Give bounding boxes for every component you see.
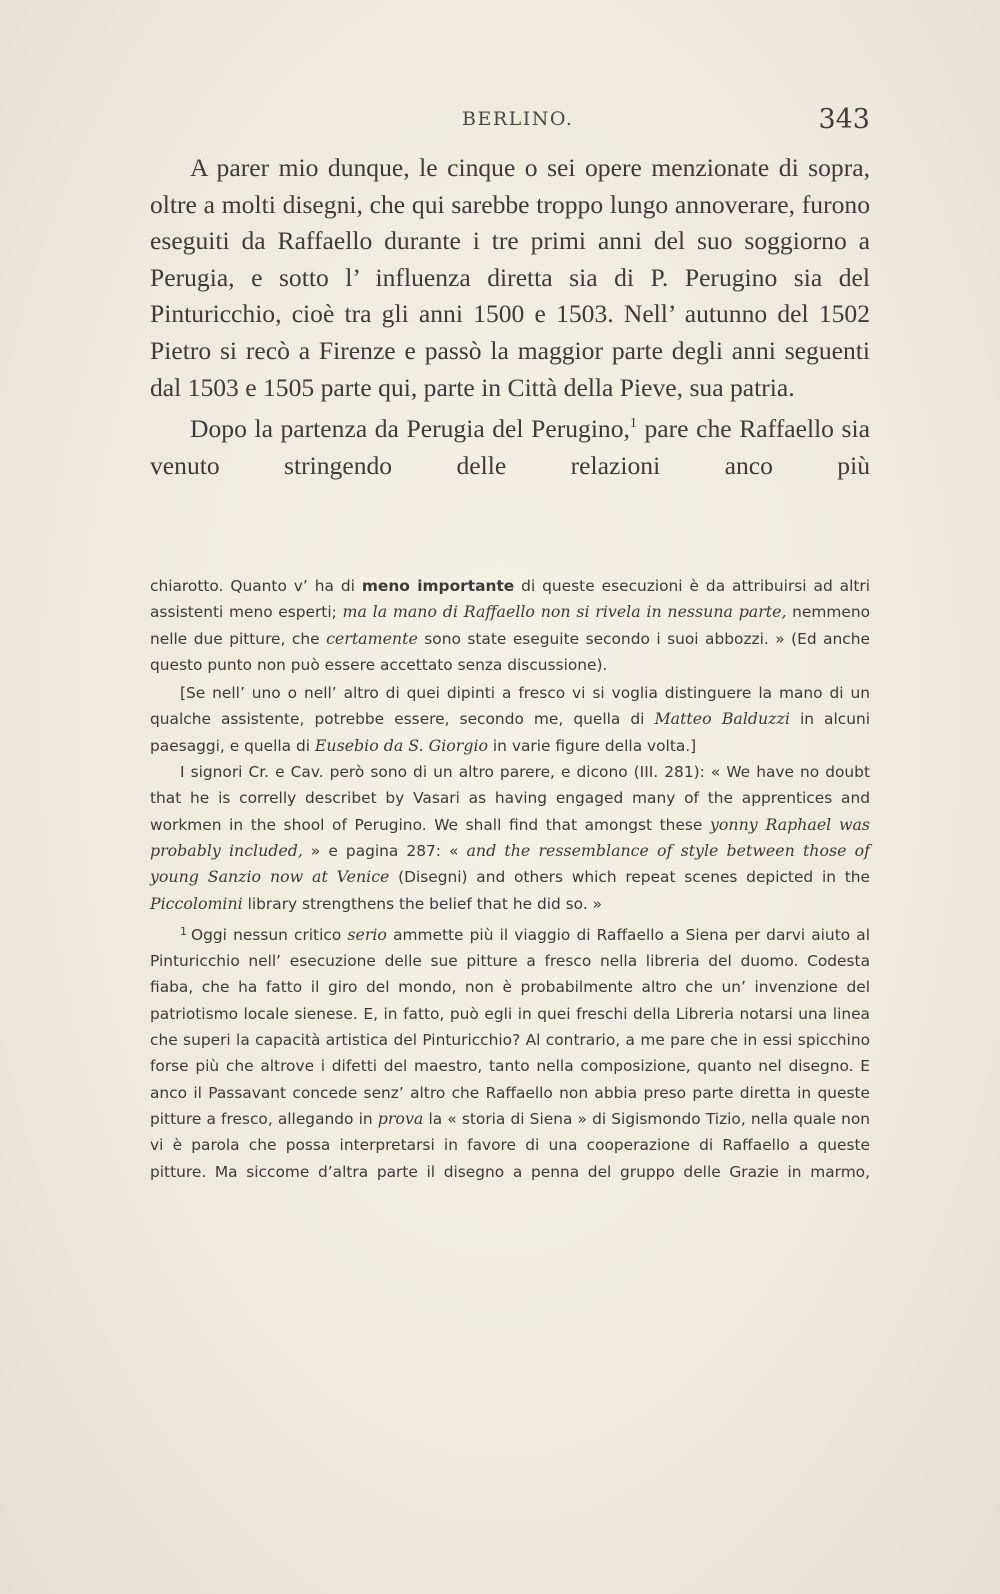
notes-section bbox=[150, 573, 870, 1185]
note-continuation bbox=[150, 573, 870, 678]
body-paragraph-text: A parer mio dunque, le cinque o sei opere menzionate di sopra, oltre a molti disegni, che qui sarebbe troppo lungo annoverare, furono eseguiti da Raffaello durante i tre primi anni del suo soggiorno a Perugia, e sotto l’ influenza diretta sia di P. Perugino sia del Pinturicchio, cioè tra gli anni 1500 e 1503. Nell’ autunno del 1502 Pietro si recò a Firenze e passò la maggior parte degli anni seguenti dal 1503 e 1505 parte qui, parte in Città della Pieve, sua patria. bbox=[150, 153, 870, 402]
note-text: Oggi nessun critico bbox=[191, 925, 348, 944]
body-paragraph bbox=[150, 150, 870, 406]
note-italic-text: ma la mano di Raffaello non si rivela in nessuna parte, bbox=[342, 602, 787, 622]
note-text: ammette più il viaggio di Raffaello a Siena per darvi aiuto al Pinturicchio nell’ esecuzione delle sue pitture a fresco nella libreria del duomo. Codesta fiaba, che ha fatto il giro del mondo, non è probabilmente altro che un’ invenzione del patriotismo locale sienese. E, in fatto, può egli in quei freschi della Libreria notarsi una linea che superi la capacità artistica del Pinturicchio? Al contrario, a me pare che in essi spicchino forse più che altrove i difetti del maestro, tanto nella composizione, quanto nel disegno. E anco il Passavant concede senz’ altro che Raffaello non abbia preso parte diretta in queste pitture a fresco, allegando in bbox=[150, 925, 870, 1128]
note-text: (Disegni) and others which repeat scenes depicted in the bbox=[389, 868, 870, 887]
note-italic-text: Eusebio da S. Giorgio bbox=[314, 735, 489, 755]
note-text: di queste esecuzioni è da attribuirsi ad altri assistenti meno esperti; bbox=[150, 577, 870, 622]
note-text: chiarotto. Quanto v’ ha di bbox=[150, 577, 362, 595]
footnote-reference: 1 bbox=[629, 416, 637, 432]
note-italic-text: serio bbox=[347, 924, 387, 944]
note-italic-text: and the ressemblance of style between those of young Sanzio now at Venice bbox=[150, 840, 870, 887]
note-italic-text: prova bbox=[377, 1108, 424, 1128]
note-text: [Se nell’ uno o nell’ altro di quei dipinti a fresco vi si voglia distinguere la mano di un qualche assistente, potrebbe essere, secondo me, quella di bbox=[150, 684, 870, 729]
body-paragraph bbox=[150, 406, 870, 484]
note-paragraph bbox=[150, 680, 870, 759]
note-text: in varie figure della volta.] bbox=[488, 736, 697, 755]
note-paragraph bbox=[150, 759, 870, 917]
note-text: in alcuni paesaggi, e quella di bbox=[150, 710, 870, 755]
note-text: la « storia di Siena » di Sigismondo Tizio, nella quale non vi è parola che possa interpretarsi in favore di una cooperazione di Raffaello a queste pitture. Ma siccome d’altra parte il disegno a penna del gruppo delle Grazie in marmo, bbox=[150, 1109, 870, 1181]
body-paragraph-text: pare che Raffaello sia venuto stringendo delle relazioni anco più bbox=[150, 414, 870, 480]
note-italic-text: Matteo Balduzzi bbox=[654, 709, 790, 729]
note-text: nemmeno nelle due pitture, che bbox=[150, 603, 870, 648]
note-text: » e pagina 287: « bbox=[302, 841, 467, 860]
body-paragraph-text: Dopo la partenza da Perugia del Perugino, bbox=[190, 414, 630, 444]
main-text bbox=[150, 150, 870, 484]
page-number: 343 bbox=[818, 104, 870, 135]
note-text: library strengthens the belief that he did so. » bbox=[242, 894, 603, 913]
note-text: sono state eseguite secondo i suoi abbozzi. » (Ed anche questo punto non può essere accettato senza discussione). bbox=[150, 629, 870, 674]
page-header bbox=[150, 104, 870, 134]
note-italic-text: yonny Raphael was probably included, bbox=[150, 814, 870, 860]
note-bold-text: meno importante bbox=[361, 577, 515, 595]
note-italic-text: certamente bbox=[326, 628, 418, 648]
running-head: BERLINO. bbox=[462, 108, 574, 130]
footnote-marker: 1 bbox=[180, 924, 187, 938]
footnote bbox=[150, 919, 870, 1185]
note-text: I signori Cr. e Cav. però sono di un altro parere, e dicono (III. 281): « We have no doubt that he is correlly describet by Vasari as having engaged many of the apprentices and workmen in the shool of Perugino. We shall find that amongst these bbox=[150, 763, 870, 834]
note-italic-text: Piccolomini bbox=[150, 893, 243, 913]
